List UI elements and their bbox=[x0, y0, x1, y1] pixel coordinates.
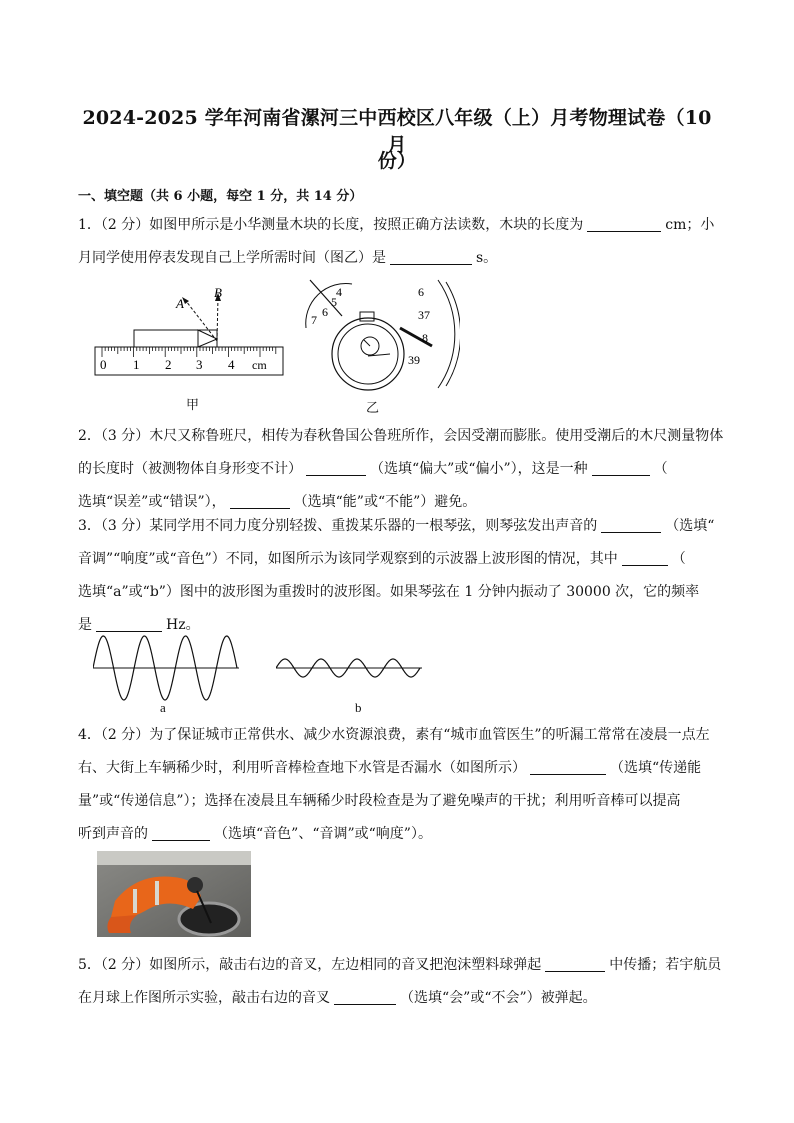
inner-dial-5: 5 bbox=[331, 295, 337, 309]
label-b: B bbox=[214, 285, 222, 300]
tick-label-1: 1 bbox=[133, 357, 140, 372]
waveform-a-label: a bbox=[160, 700, 166, 715]
question-1 bbox=[78, 209, 724, 275]
outer-dial-arc bbox=[438, 280, 455, 388]
crown bbox=[360, 312, 374, 321]
q5-line1: 5．（2 分）如图所示，敲击右边的音叉，左边相同的音叉把泡沫塑料球弹起 中传播；若宇航员 bbox=[78, 957, 722, 973]
answer-blank[interactable] bbox=[592, 459, 650, 476]
q1-line2: 月同学使用停表发现自己上学所需时间（图乙）是 s。 bbox=[78, 250, 498, 266]
answer-blank[interactable] bbox=[334, 988, 396, 1005]
q2-line1: 2．（3 分）木尺又称鲁班尺，相传为春秋鲁国公鲁班所作，会因受潮而膨胀。使用受潮后的木尺测量物体 bbox=[78, 428, 724, 444]
inner-dial-4: 4 bbox=[336, 285, 342, 299]
block-tip bbox=[198, 330, 217, 347]
question-5 bbox=[78, 949, 724, 1015]
question-4 bbox=[78, 719, 724, 851]
reflective-stripe bbox=[133, 889, 137, 913]
answer-blank[interactable] bbox=[152, 824, 210, 841]
answer-blank[interactable] bbox=[390, 248, 472, 265]
unit-label: cm bbox=[252, 358, 267, 372]
answer-blank[interactable] bbox=[545, 955, 605, 972]
answer-blank[interactable] bbox=[306, 459, 366, 476]
answer-blank[interactable] bbox=[601, 516, 661, 533]
label-a: A bbox=[176, 296, 184, 311]
answer-blank[interactable] bbox=[622, 549, 668, 566]
answer-blank[interactable] bbox=[587, 215, 661, 232]
worker-head bbox=[187, 877, 203, 893]
caption-jia: 甲 bbox=[186, 398, 200, 413]
curb bbox=[97, 851, 251, 865]
tick-label-3: 3 bbox=[196, 357, 203, 372]
q1-line1: 1．（2 分）如图甲所示是小华测量木块的长度，按照正确方法读数，木块的长度为 cm；小 bbox=[78, 217, 715, 233]
q5-line2: 在月球上作图所示实验，敲击右边的音叉 （选填“会”或“不会”）被弹起。 bbox=[78, 990, 597, 1006]
waveform-b bbox=[276, 650, 426, 686]
ruler-figure bbox=[90, 283, 290, 383]
question-2 bbox=[78, 420, 724, 519]
inner-dial-6: 6 bbox=[322, 305, 328, 319]
answer-blank[interactable] bbox=[530, 758, 606, 775]
q3-line3: 选填“a”或“b”）图中的波形图为重拨时的波形图。如果琴弦在 1 分钟内振动了 30000 次，它的频率 bbox=[78, 584, 700, 600]
minute-hand bbox=[364, 340, 370, 346]
stopwatch-case bbox=[332, 318, 404, 390]
q3-line1: 3．（3 分）某同学用不同力度分别轻拨、重拨某乐器的一根琴弦，则琴弦发出声音的 （选填“ bbox=[78, 518, 715, 534]
ruler-ticks bbox=[102, 347, 276, 357]
q4-line2: 右、大街上车辆稀少时，利用听音棒检查地下水管是否漏水（如图所示） （选填“传递能 bbox=[78, 760, 702, 776]
caption-yi: 乙 bbox=[366, 401, 380, 416]
stopwatch-figure bbox=[300, 276, 460, 394]
answer-blank[interactable] bbox=[96, 615, 162, 632]
q3-line2: 音调”“响度”或“音色”）不同，如图所示为该同学观察到的示波器上波形图的情况，其中 （ bbox=[78, 551, 686, 567]
worker-photo bbox=[97, 851, 251, 937]
reflective-stripe bbox=[155, 881, 159, 905]
outer-dial-39: 39 bbox=[408, 353, 420, 367]
outer-dial-6: 6 bbox=[418, 285, 424, 299]
section-heading: 一、填空题（共 6 小题，每空 1 分，共 14 分） bbox=[78, 189, 363, 204]
q2-line3: 选填“误差”或“错误”）， （选填“能”或“不能”）避免。 bbox=[78, 494, 477, 510]
question-3 bbox=[78, 510, 724, 642]
q4-line4: 听到声音的 （选填“音色”、“音调”或“响度”）。 bbox=[78, 826, 432, 842]
inner-dial-7: 7 bbox=[311, 313, 317, 327]
waveform-b-label: b bbox=[355, 700, 362, 715]
sight-line-a bbox=[186, 301, 217, 341]
page-title: 2024-2025 学年河南省漯河三中西校区八年级（上）月考物理试卷（10 月 bbox=[82, 107, 712, 156]
outer-dial-8: 8 bbox=[422, 331, 428, 345]
tick-label-4: 4 bbox=[228, 357, 235, 372]
outer-dial-37: 37 bbox=[418, 308, 430, 322]
tick-label-0: 0 bbox=[100, 357, 107, 372]
worker-photo-illustration bbox=[97, 851, 251, 937]
answer-blank[interactable] bbox=[230, 492, 290, 509]
page-title-continued: 份） bbox=[377, 150, 417, 172]
q4-line1: 4．（2 分）为了保证城市正常供水、减少水资源浪费，素有“城市血管医生”的听漏工常常在凌晨一点左 bbox=[78, 727, 710, 743]
q4-line3: 量”或“传递信息”）；选择在凌晨且车辆稀少时段检查是为了避免噪声的干扰；利用听音棒可以提高 bbox=[78, 793, 681, 809]
tick-label-2: 2 bbox=[165, 357, 172, 372]
q2-line2: 的长度时（被测物体自身形变不计） （选填“偏大”或“偏小”），这是一种 （ bbox=[78, 461, 668, 477]
q3-line4: 是 Hz。 bbox=[78, 617, 200, 633]
waveform-a bbox=[93, 632, 243, 704]
sight-line-b bbox=[217, 297, 218, 341]
